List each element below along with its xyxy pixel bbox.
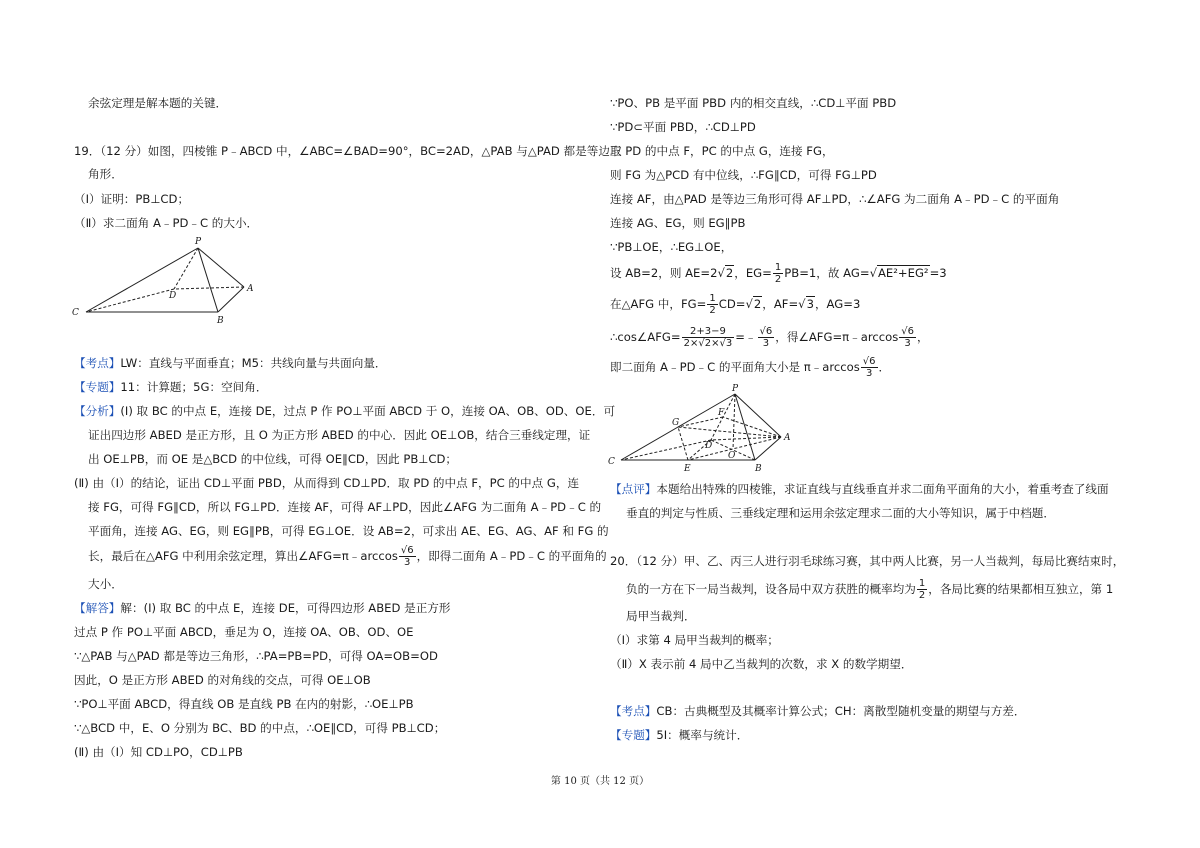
label-o: O: [728, 451, 736, 461]
label-f: F: [718, 408, 725, 418]
fraction: [917, 578, 927, 601]
fraction-denominator: 3: [904, 338, 911, 349]
fraction-denominator: 2: [918, 590, 926, 601]
text-fragment: ，即得二面角 A﹣PD﹣C 的平面角的: [416, 549, 607, 563]
question-20-part-2: （Ⅱ）X 表示前 4 局中乙当裁判的次数，求 X 的数学期望．: [610, 657, 913, 671]
edge-dc: [621, 440, 711, 460]
kaodian-line: [610, 704, 1025, 719]
fraction-denominator: 3: [404, 557, 411, 568]
pyramid-figure-2: [605, 382, 805, 474]
edge-fg: [678, 417, 723, 427]
text-line: 角形．: [88, 167, 123, 181]
sqrt-expression: √3: [798, 297, 814, 311]
fraction: [682, 326, 735, 349]
fraction-denominator: 3: [762, 338, 770, 349]
edge-pb: [198, 248, 218, 312]
radicand: 6: [765, 326, 773, 337]
fraction-numerator: √6: [862, 356, 876, 367]
fraction: [399, 545, 416, 568]
fraction-numerator: 1: [774, 262, 782, 273]
radicand: 6: [907, 326, 914, 337]
label-g: G: [672, 418, 680, 428]
label-a: A: [247, 284, 254, 294]
jieda-line: [74, 601, 451, 616]
text-fragment: ，EG=: [734, 266, 772, 280]
fraction-denominator: 2×√2×√3: [683, 338, 733, 349]
zhuanti-line: [610, 728, 748, 743]
radicand: 6: [407, 545, 414, 556]
zhuanti-tag: 【专题】: [610, 728, 657, 742]
formula-line: [610, 262, 947, 285]
zhuanti-text: 11：计算题；5G：空间角．: [120, 380, 268, 394]
edge-pa: [198, 248, 244, 287]
text-fragment: CD=: [718, 297, 746, 311]
label-p: P: [732, 384, 739, 394]
formula-line: [610, 326, 929, 349]
radicand: 2: [704, 338, 712, 349]
fraction-numerator: 1: [918, 578, 926, 589]
text-line: ∵PO、PB 是平面 PBD 内的相交直线，∴CD⊥平面 PBD: [610, 96, 897, 110]
text-fragment: PB=1，故 AG=: [784, 266, 870, 280]
fraction-numerator: √6: [759, 326, 773, 337]
text-line: 过点 P 作 PO⊥平面 ABCD，垂足为 O，连接 OA、OB、OD、OE: [74, 625, 414, 639]
text-fragment: ．: [878, 360, 891, 374]
text-fragment: ，各局比赛的结果都相互独立，第 1: [928, 582, 1114, 596]
fraction-denominator: 2: [774, 274, 782, 285]
label-c: C: [72, 308, 79, 318]
text-fragment: ，得∠AFG=π﹣arccos: [775, 330, 899, 344]
fraction-numerator: 1: [709, 293, 716, 304]
edge-po: [733, 394, 735, 449]
edge-pd: [174, 248, 198, 289]
label-d: D: [705, 441, 713, 451]
question-19-part-2: （Ⅱ）求二面角 A﹣PD﹣C 的大小．: [74, 216, 259, 230]
formula-line: [88, 545, 607, 568]
zhuanti-line: [74, 380, 267, 395]
text-line: 取 PD 的中点 F，PC 的中点 G，连接 FG，: [610, 144, 834, 158]
fenxi-line: [74, 404, 615, 419]
formula-line: [626, 578, 1113, 601]
kaodian-tag: 【考点】: [610, 704, 657, 718]
dianping-line: [610, 482, 1109, 497]
fraction-numerator: √6: [400, 545, 414, 556]
text-line: ∵PD⊂平面 PBD，∴CD⊥PD: [610, 120, 756, 134]
radicand: 3: [806, 297, 814, 311]
jieda-tag: 【解答】: [74, 601, 121, 615]
kaodian-text: LW：直线与平面垂直；M5：共线向量与共面向量．: [120, 356, 387, 370]
fraction: [707, 293, 717, 316]
text-line: 局甲当裁判．: [626, 609, 696, 623]
text-line: ∵PB⊥OE，∴EG⊥OE，: [610, 240, 733, 254]
text-line: 垂直的判定与性质、三垂线定理和运用余弦定理求二面的大小等知识，属于中档题．: [626, 506, 1055, 520]
text-fragment: ，: [916, 330, 929, 344]
label-c: C: [608, 457, 615, 467]
text-fragment: 2×: [683, 338, 699, 349]
text-fragment: ，AG=3: [814, 297, 861, 311]
text-line: 大小．: [88, 577, 123, 591]
text-line: (Ⅱ) 由（Ⅰ）知 CD⊥PO，CD⊥PB: [74, 745, 243, 759]
fraction-numerator: 2+3−9: [682, 326, 735, 338]
sqrt-expression: √AE²+EG²: [869, 266, 929, 280]
fraction: [899, 326, 916, 349]
text-fragment: 设 AB=2，则 AE=2: [610, 266, 718, 280]
kaodian-tag: 【考点】: [74, 356, 121, 370]
fraction-denominator: 3: [865, 368, 873, 379]
radicand: 2: [725, 266, 734, 280]
sqrt-expression: √2: [717, 266, 734, 280]
text-fragment: 长，最后在△AFG 中利用余弦定理，算出∠AFG=π﹣arccos: [88, 549, 398, 563]
label-b: B: [755, 464, 762, 474]
radicand: 6: [869, 356, 876, 367]
text-fragment: ，AF=: [762, 297, 799, 311]
text-line: 平面角，连接 AG、EG，则 EG∥PB，可得 EG⊥OE．设 AB=2，可求出 AE、EG、AG、AF 和 FG 的: [88, 524, 609, 538]
formula-line: [610, 356, 890, 379]
fenxi-text: (Ⅰ) 取 BC 的中点 E，连接 DE，过点 P 作 PO⊥平面 ABCD 于 O，连接 OA、OB、OD、OE．可: [120, 404, 616, 418]
text-fragment: ∴cos∠AFG=: [610, 330, 681, 344]
text-line: 则 FG 为△PCD 有中位线，∴FG∥CD，可得 FG⊥PD: [610, 168, 877, 182]
text-line: ∵△PAB 与△PAD 都是等边三角形，∴PA=PB=PD，可得 OA=OB=OD: [74, 649, 438, 663]
label-d: D: [169, 291, 177, 301]
radicand: AE²+EG²: [878, 266, 929, 280]
label-b: B: [217, 316, 224, 326]
text-line: (Ⅱ) 由（Ⅰ）的结论，证出 CD⊥平面 PBD，从而得到 CD⊥PD．取 PD 的中点 F，PC 的中点 G，连: [74, 476, 580, 490]
fraction: [758, 326, 775, 349]
text-fragment: 负的一方在下一局当裁判，设各局中双方获胜的概率均为: [626, 582, 916, 596]
page-footer: 第 10 页（共 12 页）: [550, 776, 650, 787]
text-fragment: =3: [929, 266, 947, 280]
kaodian-line: [74, 356, 387, 371]
fraction: [861, 356, 878, 379]
text-fragment: 即二面角 A﹣PD﹣C 的平面角大小是 π﹣arccos: [610, 360, 860, 374]
zhuanti-tag: 【专题】: [74, 380, 121, 394]
text-line: ∵△BCD 中，E、O 分别为 BC、BD 的中点，∴OE∥CD，可得 PB⊥CD；: [74, 721, 446, 735]
text-line: 余弦定理是解本题的关键．: [88, 96, 228, 110]
edge-ad: [174, 287, 244, 289]
formula-line: [610, 293, 860, 316]
text-line: 接 FG，可得 FG∥CD，所以 FG⊥PD．连接 AF，可得 AF⊥PD，因此∠AFG 为二面角 A﹣PD﹣C 的: [88, 500, 602, 514]
label-a: A: [784, 433, 791, 443]
question-20-title: 20．（12 分）甲、乙、丙三人进行羽毛球练习赛，其中两人比赛，另一人当裁判，每局比赛结束时，: [610, 554, 1125, 568]
text-fragment: =﹣: [735, 330, 757, 344]
label-p: P: [195, 237, 202, 247]
text-line: ∵PO⊥平面 ABCD，得直线 OB 是直线 PB 在内的射影，∴OE⊥PB: [74, 697, 414, 711]
label-e: E: [684, 464, 691, 474]
kaodian-text: CB：古典概型及其概率计算公式；CH：离散型随机变量的期望与方差．: [656, 704, 1026, 718]
question-20-part-1: （Ⅰ）求第 4 局甲当裁判的概率；: [610, 633, 779, 647]
text-line: 连接 AF，由△PAD 是等边三角形可得 AF⊥PD，∴∠AFG 为二面角 A﹣PD﹣C 的平面角: [610, 192, 1060, 206]
text-fragment: 在△AFG 中，FG=: [610, 297, 707, 311]
zhuanti-text: 5I：概率与统计．: [656, 728, 749, 742]
edge-ba: [218, 287, 244, 312]
radicand: 2: [753, 297, 762, 311]
sqrt-expression: √2: [745, 297, 762, 311]
text-line: 因此，O 是正方形 ABED 的对角线的交点，可得 OE⊥OB: [74, 673, 371, 687]
fraction-numerator: √6: [901, 326, 914, 337]
jieda-text: 解：(Ⅰ) 取 BC 的中点 E，连接 DE，可得四边形 ABED 是正方形: [120, 601, 451, 615]
question-19-part-1: （Ⅰ）证明：PB⊥CD；: [74, 192, 190, 206]
fenxi-tag: 【分析】: [74, 404, 121, 418]
text-line: 出 OE⊥PB，而 OE 是△BCD 的中位线，可得 OE∥CD，因此 PB⊥CD；: [88, 452, 457, 466]
radicand: 3: [725, 338, 733, 349]
edge-dc: [86, 289, 177, 312]
edge-af: [723, 417, 781, 437]
question-19-title: 19．（12 分）如图，四棱锥 P﹣ABCD 中，∠ABC=∠BAD=90°，BC=2AD，△PAB 与△PAD 都是等边三: [74, 144, 622, 158]
pyramid-figure-1: [70, 234, 270, 329]
text-line: 连接 AG、EG，则 EG∥PB: [610, 216, 746, 230]
text-fragment: ×: [711, 338, 720, 349]
edge-ba: [755, 437, 781, 460]
text-line: 证出四边形 ABED 是正方形，且 O 为正方形 ABED 的中心．因此 OE⊥OB，结合三垂线定理，证: [88, 428, 591, 442]
fraction: [773, 262, 783, 285]
fraction-denominator: 2: [709, 305, 716, 316]
dianping-tag: 【点评】: [610, 482, 657, 496]
edge-pc: [86, 248, 198, 312]
edge-eg: [678, 427, 688, 460]
dianping-text: 本题给出特殊的四棱锥，求证直线与直线垂直并求二面角平面角的大小，着重考查了线面: [656, 482, 1109, 496]
